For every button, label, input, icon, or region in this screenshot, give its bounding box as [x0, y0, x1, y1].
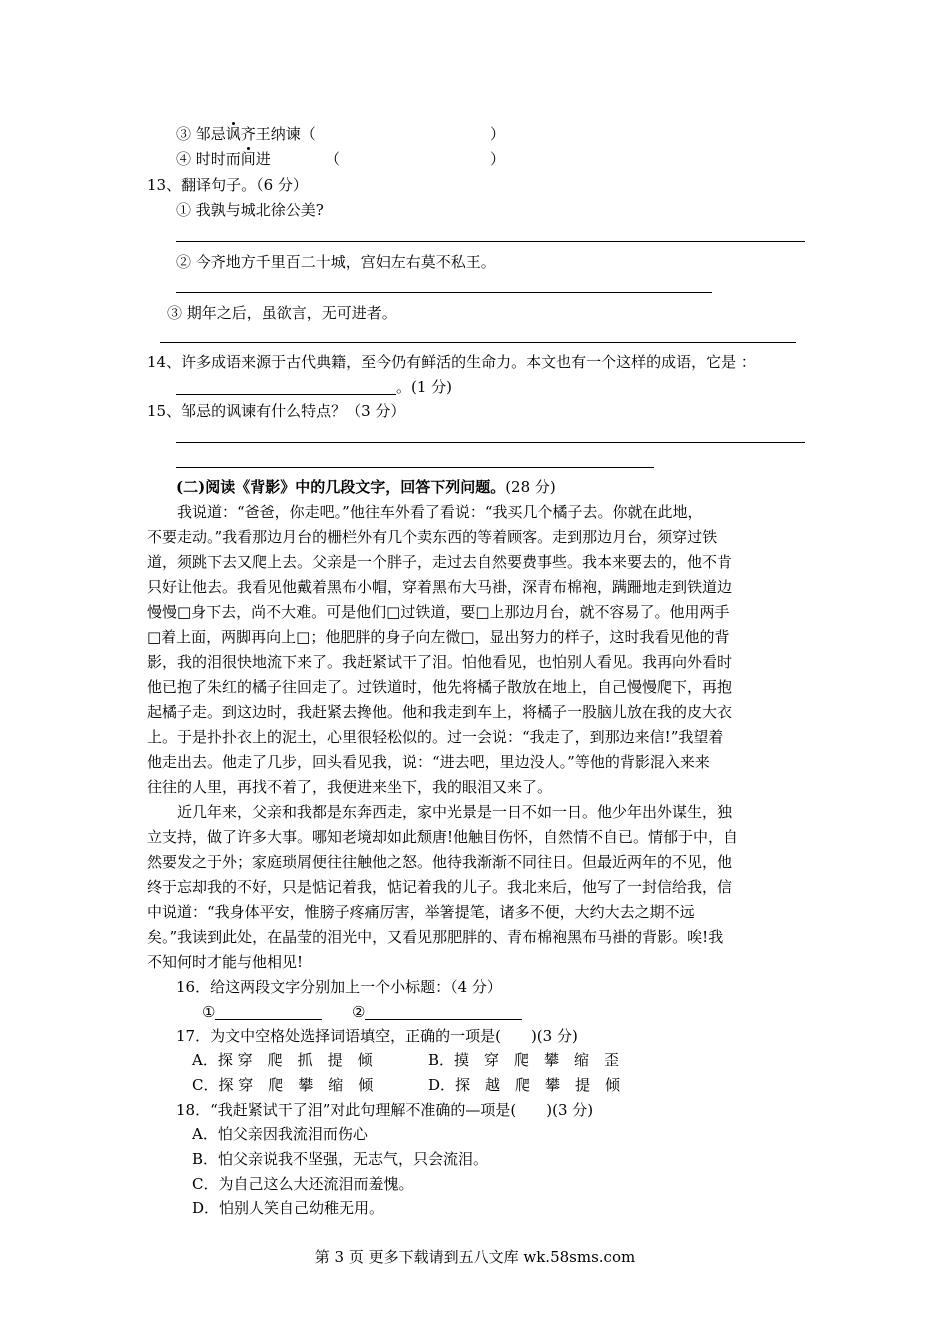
q13-sentence-1: ① 我孰与城北徐公美? — [176, 201, 324, 219]
para1-line-4: 只好让他去。我看见他戴着黑布小帽，穿着黑布大马褂，深青布棉袍，蹒跚地走到铁道边 — [147, 578, 733, 596]
para1-line-1: 我说道：“爸爸，你走吧。”他往车外看了看说：“我买几个橘子去。你就在此地， — [147, 503, 703, 521]
q16-answer-blank-1 — [215, 1003, 322, 1020]
q13-answer-line-3 — [160, 342, 796, 343]
para2-line-3: 然要发之于外；家庭琐屑便往往触他之怒。他待我渐渐不同往日。但最近两年的不见，他 — [147, 853, 733, 871]
q14-answer-blank — [176, 378, 396, 395]
section-2-title: (二)阅读《背影》中的几段文字，回答下列问题。 — [176, 478, 506, 496]
q12-item-4-post: 进 — [255, 150, 271, 168]
q16-blank-2 — [352, 1002, 522, 1022]
q13-sentence-3: ③ 期年之后，虽欲言，无可进者。 — [167, 304, 397, 322]
q15-title: 15、邹忌的讽谏有什么特点？（3 分） — [147, 402, 406, 420]
q12-item-4 — [176, 149, 271, 169]
para1-line-10: 上。于是扑扑衣上的泥土，心里很轻松似的。过一会说：“我走了，到那边来信!”我望着 — [147, 728, 724, 746]
q12-item-3-dotted-char: 讽 — [225, 125, 241, 143]
q18-option-d: D．怕别人笑自己幼稚无用。 — [192, 1199, 385, 1217]
q16-marker-1: ① — [202, 1003, 216, 1021]
q13-sentence-2: ② 今齐地方千里百二十城，宫妇左右莫不私王。 — [176, 253, 496, 271]
para1-line-9: 起橘子走。到这边时，我赶紧去搀他。他和我走到车上，将橘子一股脑儿放在我的皮大衣 — [147, 703, 733, 721]
para1-line-5: 慢慢□身下去，尚不大难。可是他们□过铁道，要□上那边月台，就不容易了。他用两手 — [147, 603, 730, 621]
q12-item-4-close-paren: ） — [490, 150, 506, 168]
q12-item-3-pre: ③ 邹忌 — [176, 125, 226, 143]
q17-option-b: B．摸 穿 爬 攀 缩 歪 — [428, 1051, 620, 1069]
q18-option-b: B．怕父亲说我不坚强，无志气，只会流泪。 — [192, 1150, 489, 1168]
para1-line-6: □着上面，两脚再向上□；他肥胖的身子向左微□，显出努力的样子，这时我看见他的背 — [147, 628, 730, 646]
para2-line-7: 不知何时才能与他相见! — [147, 953, 304, 971]
para1-line-8: 他已抱了朱红的橘子往回走了。过铁道时，他先将橘子散放在地上，自己慢慢爬下，再抱 — [147, 678, 733, 696]
page-footer: 第 3 页 更多下载请到五八文库 wk.58sms.com — [314, 1248, 636, 1266]
section-2-points: (28 分) — [505, 478, 556, 496]
para1-line-3: 道，须跳下去又爬上去。父亲是一个胖子，走过去自然要费事些。我本来要去的，他不肯 — [147, 553, 733, 571]
q16-answer-blank-2 — [365, 1003, 522, 1020]
q14-answer — [176, 377, 452, 397]
q16-blank-1 — [202, 1002, 322, 1022]
q14-question: 14、许多成语来源于古代典籍，至今仍有鲜活的生命力。本文也有一个这样的成语，它是 ： — [147, 353, 756, 371]
q12-item-4-open-paren: （ — [325, 150, 341, 168]
q12-item-3-post: 齐王纳谏（ — [240, 125, 316, 143]
para2-line-6: 矣。”我读到此处，在晶莹的泪光中，又看见那肥胖的、青布棉袍黑布马褂的背影。唉!我 — [147, 928, 724, 946]
section-2-heading — [176, 477, 556, 497]
para2-line-5: 中说道：“我身体平安，惟膀子疼痛厉害，举箸提笔，诸多不便，大约大去之期不远 — [147, 903, 695, 921]
q17-option-c: C．探 穿 爬 攀 缩 倾 — [192, 1076, 374, 1094]
para1-line-11: 他走出去。他走了几步，回头看见我，说：“进去吧，里边没人。”等他的背影混入来来 — [147, 753, 710, 771]
q16-marker-2: ② — [352, 1003, 366, 1021]
q15-answer-line-2 — [176, 467, 654, 468]
q15-answer-line-1 — [176, 442, 805, 443]
q12-item-4-pre: ④ 时时而 — [176, 150, 241, 168]
q18-title: 18．“我赶紧试干了泪”对此句理解不准确的—项是( )(3 分) — [176, 1101, 594, 1119]
q17-option-a: A．探 穿 爬 抓 提 倾 — [192, 1051, 373, 1069]
q13-answer-line-1 — [176, 241, 805, 242]
q13-answer-line-2 — [176, 292, 712, 293]
para1-line-2: 不要走动。”我看那边月台的栅栏外有几个卖东西的等着顾客。走到那边月台，须穿过铁 — [147, 528, 718, 546]
q13-title: 13、翻译句子。（6 分） — [147, 176, 308, 194]
q17-option-d: D．探 越 爬 攀 提 倾 — [428, 1076, 621, 1094]
para1-line-7: 影，我的泪很快地流下来了。我赶紧试干了泪。怕他看见，也怕别人看见。我再向外看时 — [147, 653, 733, 671]
q12-item-3-close-paren: ） — [490, 125, 506, 143]
q12-item-4-dotted-char: 间 — [240, 150, 256, 168]
para2-line-4: 终于忘却我的不好，只是惦记着我，惦记着我的儿子。我北来后，他写了一封信给我，信 — [147, 878, 733, 896]
q17-title: 17．为文中空格处选择词语填空，正确的一项是( )(3 分) — [176, 1027, 578, 1045]
para2-line-2: 立支持，做了许多大事。哪知老境却如此颓唐!他触目伤怀，自然情不自已。情郁于中，自 — [147, 828, 739, 846]
q18-option-a: A．怕父亲因我流泪而伤心 — [192, 1125, 368, 1143]
para2-line-1: 近几年来，父亲和我都是东奔西走，家中光景是一日不如一日。他少年出外谋生，独 — [147, 803, 733, 821]
q14-points: 。(1 分) — [396, 378, 453, 396]
q16-title: 16．给这两段文字分别加上一个小标题：（4 分） — [176, 978, 502, 996]
q18-option-c: C．为自己这么大还流泪而羞愧。 — [192, 1175, 414, 1193]
para1-line-12: 往往的人里，再找不着了，我便进来坐下，我的眼泪又来了。 — [147, 778, 553, 796]
q12-item-3 — [176, 124, 316, 144]
